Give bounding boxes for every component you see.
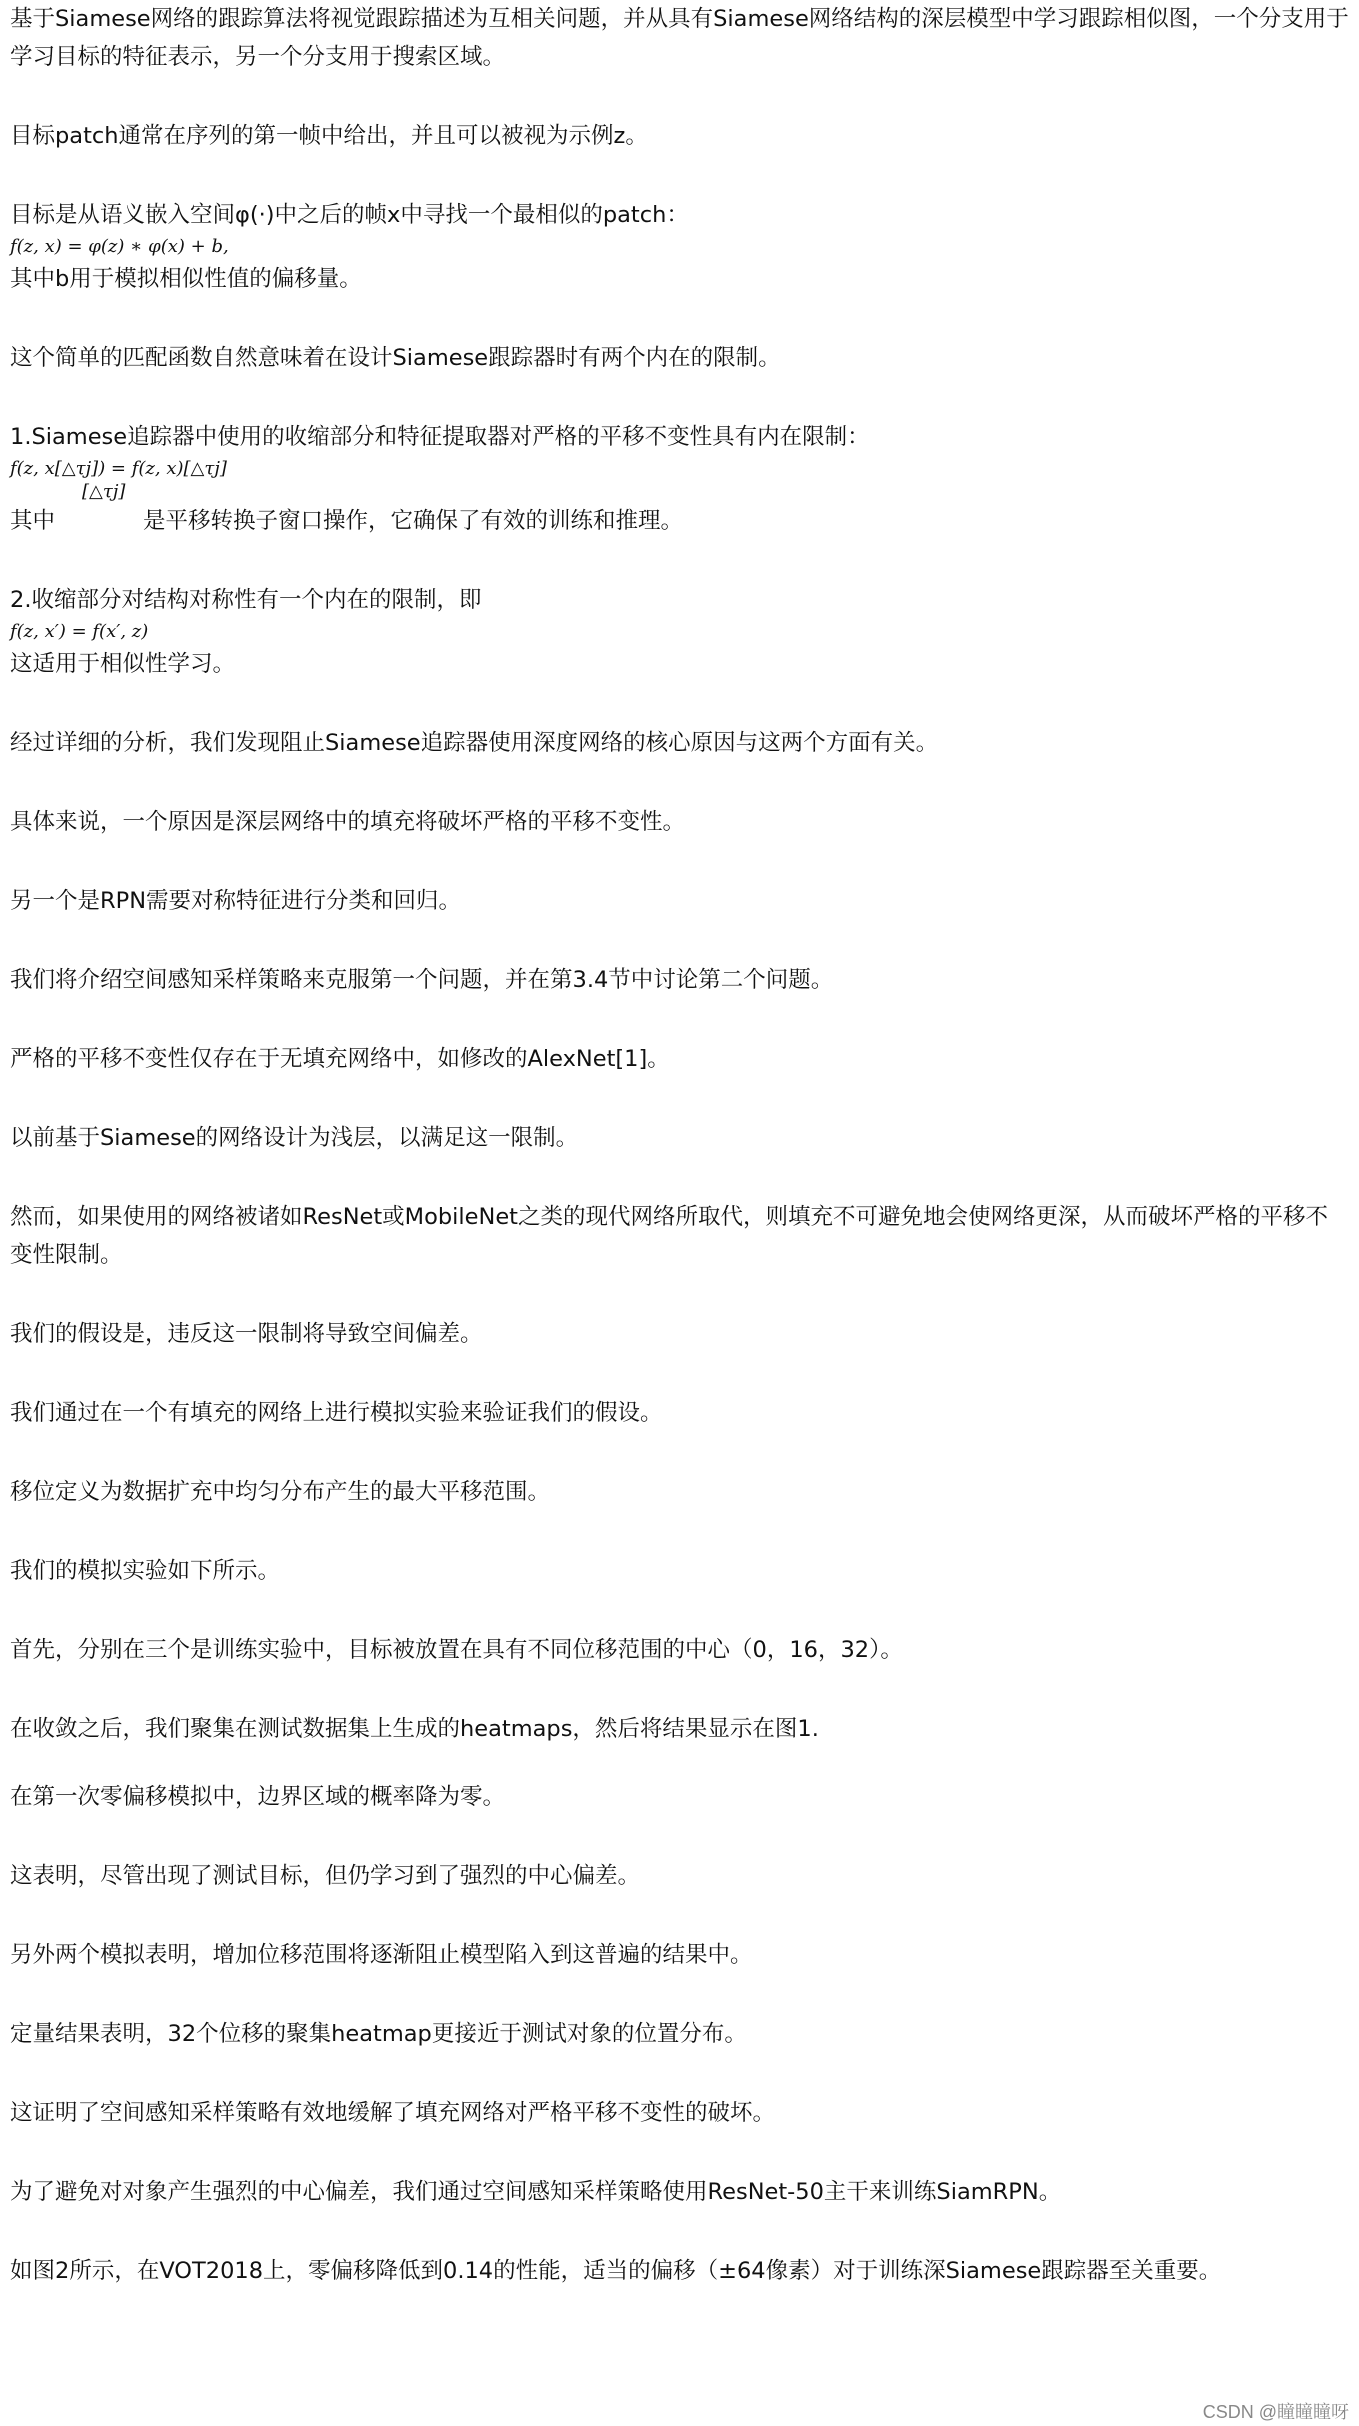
paragraph: 这适用于相似性学习。 bbox=[10, 651, 236, 677]
equation: f(z, x) = φ(z) ∗ φ(x) + b, bbox=[10, 236, 229, 257]
paragraph: 具体来说，一个原因是深层网络中的填充将破坏严格的平移不变性。 bbox=[10, 809, 686, 835]
paragraph: 1.Siamese追踪器中使用的收缩部分和特征提取器对严格的平移不变性具有内在限制： bbox=[10, 424, 870, 450]
paragraph: 经过详细的分析，我们发现阻止Siamese追踪器使用深度网络的核心原因与这两个方面有关。 bbox=[10, 730, 939, 756]
paragraph: 在收敛之后，我们聚集在测试数据集上生成的heatmaps，然后将结果显示在图1. bbox=[10, 1716, 819, 1742]
equation: f(z, x′) = f(x′, z) bbox=[10, 621, 149, 642]
paragraph: 这个简单的匹配函数自然意味着在设计Siamese跟踪器时有两个内在的限制。 bbox=[10, 345, 781, 371]
paragraph: 基于Siamese网络的跟踪算法将视觉跟踪描述为互相关问题，并从具有Siamese网络结构的深层模型中学习跟踪相似图，一个分支用于学习目标的特征表示，另一个分支用于搜索区域。 bbox=[10, 6, 1349, 70]
paragraph: 其中b用于模拟相似性值的偏移量。 bbox=[10, 266, 362, 292]
paragraph: 我们将介绍空间感知采样策略来克服第一个问题，并在第3.4节中讨论第二个问题。 bbox=[10, 967, 834, 993]
paragraph: 严格的平移不变性仅存在于无填充网络中，如修改的AlexNet[1]。 bbox=[10, 1046, 670, 1072]
paragraph: 我们通过在一个有填充的网络上进行模拟实验来验证我们的假设。 bbox=[10, 1400, 663, 1426]
paragraph: 这证明了空间感知采样策略有效地缓解了填充网络对严格平移不变性的破坏。 bbox=[10, 2100, 776, 2126]
article-body bbox=[10, 0, 1350, 2290]
paragraph-start: 其中 bbox=[10, 508, 56, 534]
paragraph: 如图2所示，在VOT2018上，零偏移降低到0.14的性能，适当的偏移（±64像素）对于训练深Siamese跟踪器至关重要。 bbox=[10, 2258, 1222, 2284]
paragraph: 移位定义为数据扩充中均匀分布产生的最大平移范围。 bbox=[10, 1479, 551, 1505]
equation: f(z, x[△τj]) = f(z, x)[△τj] bbox=[10, 458, 227, 479]
csdn-watermark: CSDN @瞳瞳瞳呀 bbox=[1202, 2402, 1349, 2422]
paragraph: 首先，分别在三个是训练实验中，目标被放置在具有不同位移范围的中心（0，16，32）。 bbox=[10, 1637, 903, 1663]
paragraph: 定量结果表明，32个位移的聚集heatmap更接近于测试对象的位置分布。 bbox=[10, 2021, 747, 2047]
paragraph-end: 是平移转换子窗口操作，它确保了有效的训练和推理。 bbox=[143, 508, 684, 534]
paragraph: 这表明，尽管出现了测试目标，但仍学习到了强烈的中心偏差。 bbox=[10, 1863, 641, 1889]
paragraph bbox=[10, 502, 1350, 540]
paragraph: 我们的假设是，违反这一限制将导致空间偏差。 bbox=[10, 1321, 483, 1347]
paragraph: 然而，如果使用的网络被诸如ResNet或MobileNet之类的现代网络所取代，则填充不可避免地会使网络更深，从而破坏严格的平移不变性限制。 bbox=[10, 1204, 1328, 1268]
paragraph: 在第一次零偏移模拟中，边界区域的概率降为零。 bbox=[10, 1784, 506, 1810]
paragraph: 另外两个模拟表明，增加位移范围将逐渐阻止模型陷入到这普遍的结果中。 bbox=[10, 1942, 753, 1968]
paragraph: 目标是从语义嵌入空间φ(·)中之后的帧x中寻找一个最相似的patch： bbox=[10, 202, 689, 228]
paragraph: 2.收缩部分对结构对称性有一个内在的限制，即 bbox=[10, 587, 482, 613]
paragraph: 目标patch通常在序列的第一帧中给出，并且可以被视为示例z。 bbox=[10, 123, 648, 149]
equation-annotation: [△τj] bbox=[82, 481, 126, 502]
paragraph: 以前基于Siamese的网络设计为浅层，以满足这一限制。 bbox=[10, 1125, 579, 1151]
paragraph: 另一个是RPN需要对称特征进行分类和回归。 bbox=[10, 888, 462, 914]
paragraph: 为了避免对对象产生强烈的中心偏差，我们通过空间感知采样策略使用ResNet-50主干来训练SiamRPN。 bbox=[10, 2179, 1062, 2205]
paragraph: 我们的模拟实验如下所示。 bbox=[10, 1558, 281, 1584]
